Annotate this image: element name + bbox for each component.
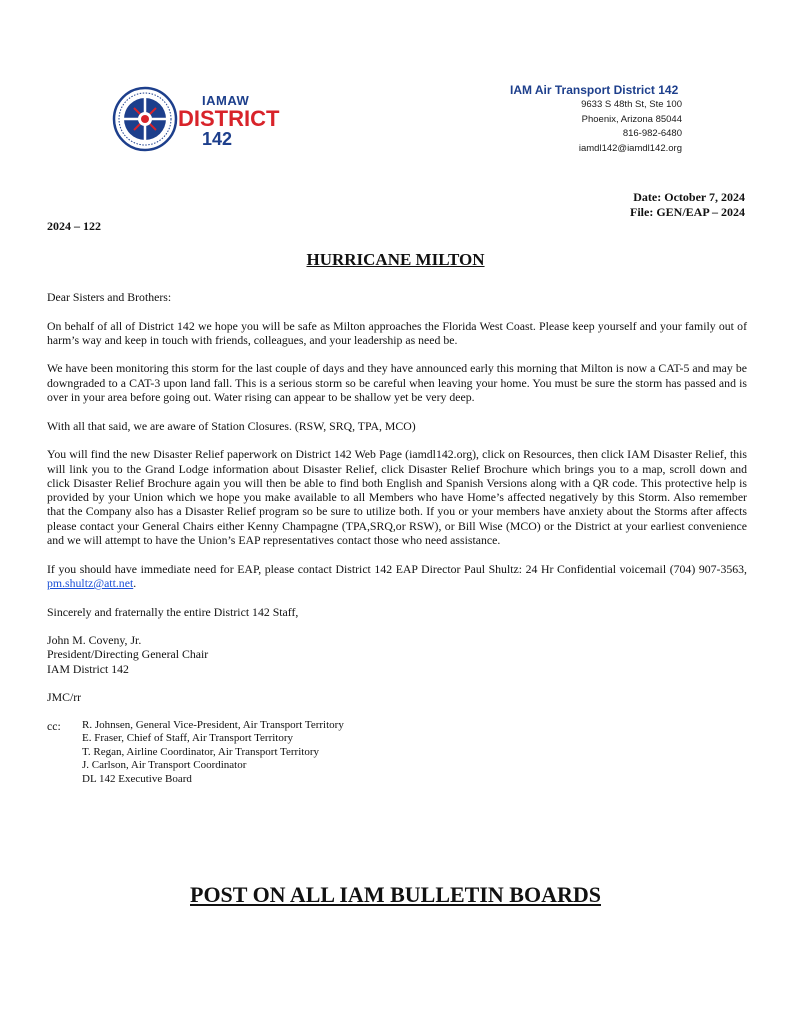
- logo-142: 142: [202, 129, 233, 149]
- letter-body: [47, 290, 747, 786]
- paragraph-5-end: .: [133, 575, 137, 590]
- closing: Sincerely and fraternally the entire District 142 Staff,: [47, 604, 299, 619]
- footer-notice: POST ON ALL IAM BULLETIN BOARDS: [190, 882, 601, 907]
- date-file-block: [630, 190, 745, 219]
- initials: JMC/rr: [47, 690, 82, 705]
- org-street: 9633 S 48th St, Ste 100: [581, 99, 682, 110]
- paragraph-1: On behalf of all of District 142 we hope you will be safe as Milton approaches the Florida West Coast. Please keep yourself and your family out of harm’s way and keep in touch with friends, colleagues, and your leadership as need be.: [47, 318, 747, 347]
- iam-seal-logo: [112, 86, 178, 152]
- paragraph-5-text: If you should have immediate need for EAP, please contact District 142 EAP Director Paul Shultz: 24 Hr Confidential voicemail (704) 907-3563,: [47, 561, 747, 576]
- org-name: IAM Air Transport District 142: [510, 83, 679, 97]
- cc-block: [47, 719, 747, 787]
- logo-wordmark: [178, 94, 279, 148]
- org-city: Phoenix, Arizona 85044: [581, 113, 682, 125]
- letter-title: HURRICANE MILTON: [306, 250, 485, 269]
- paragraph-3: With all that said, we are aware of Station Closures. (RSW, SRQ, TPA, MCO): [47, 418, 416, 433]
- greeting: Dear Sisters and Brothers:: [47, 290, 172, 304]
- signature-block: [47, 633, 747, 676]
- paragraph-5: [47, 562, 747, 591]
- signer-name: John M. Coveny, Jr.: [47, 633, 142, 648]
- cc-label: cc:: [47, 718, 61, 733]
- paragraph-2: We have been monitoring this storm for the last couple of days and they have announced early this morning that Milton is now a CAT-5 and may be downgraded to a CAT-3 upon land fall. This is a serious storm so be careful when leaving your home. You must be sure the storm has passed and is over in your area before going out. Water rising can appear to be shallow yet be very deep.: [47, 361, 747, 405]
- letter-file: File: GEN/EAP – 2024: [630, 204, 745, 219]
- paragraph-4: You will find the new Disaster Relief paperwork on District 142 Web Page (iamdl142.org), click on Resources, then click IAM Disaster Relief, this will link you to the Grand Lodge information about Disaster Relief, click Disaster Relief Brochure which brings you to a map, scroll down and click Disaster Relief Brochure again you will then be able to find both English and Spanish Versions along with a QR code. This protective help is provided by your Union which we hope you make available to all Members who have Home’s affected negatively by this Storm. Also remember that the Company also has a Disaster Relief program so be sure to utilize both. If you or your members have anxiety about the Storms after affects please contact your General Chairs either Kenny Champagne (TPA,SRQ,or RSW), or Bill Wise (MCO) or the District at your earliest convenience and we will attempt to have the Union’s EAP representatives contact those who need assistance.: [47, 447, 747, 548]
- cc-recipient: E. Fraser, Chief of Staff, Air Transport Territory: [82, 732, 294, 745]
- cc-recipient: J. Carlson, Air Transport Coordinator: [82, 759, 247, 772]
- cc-recipient: DL 142 Executive Board: [82, 772, 192, 785]
- cc-recipient: T. Regan, Airline Coordinator, Air Transport Territory: [82, 745, 319, 758]
- signer-title: President/Directing General Chair: [47, 647, 209, 662]
- letter-date: Date: October 7, 2024: [633, 190, 745, 204]
- eap-email-link[interactable]: pm.shultz@att.net: [47, 575, 134, 590]
- signer-org: IAM District 142: [47, 661, 129, 676]
- org-email: iamdl142@iamdl142.org: [578, 142, 682, 154]
- org-address-block: [510, 83, 682, 156]
- reference-number: 2024 – 122: [47, 219, 101, 233]
- logo-iamaw: IAMAW: [202, 93, 250, 108]
- cc-recipient: R. Johnsen, General Vice-President, Air Transport Territory: [82, 718, 344, 731]
- cc-list: [82, 719, 344, 787]
- org-phone: 816-982-6480: [622, 128, 682, 139]
- logo-district: DISTRICT: [178, 106, 280, 131]
